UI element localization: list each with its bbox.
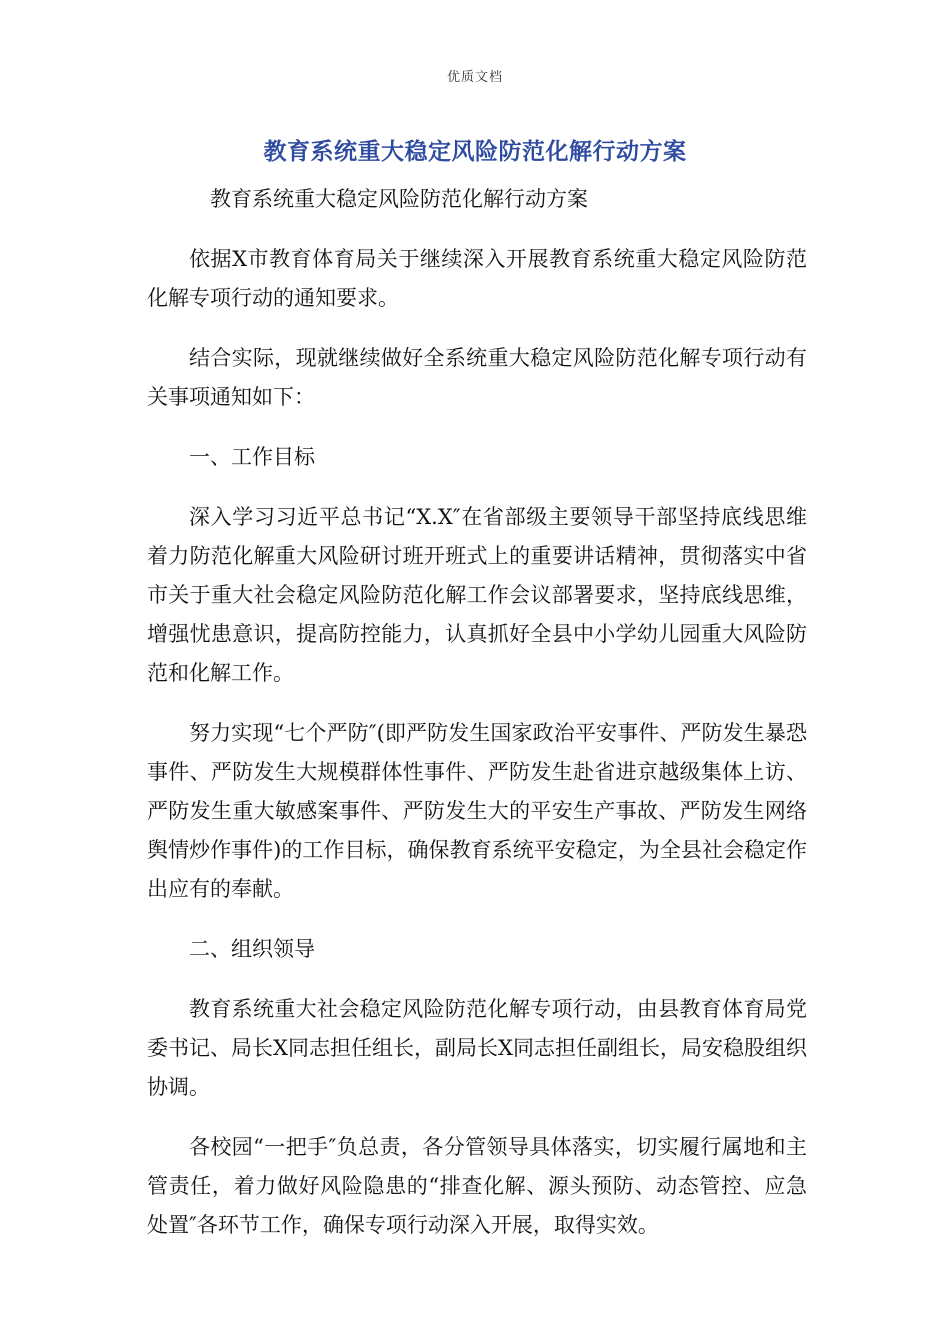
document-title: 教育系统重大稳定风险防范化解行动方案 (263, 139, 687, 165)
paragraph-basis: 依据X市教育体育局关于继续深入开展教育系统重大稳定风险防范化解专项行动的通知要求。 (147, 247, 807, 310)
paragraph-notice: 结合实际，现就继续做好全系统重大稳定风险防范化解专项行动有关事项通知如下： (147, 346, 807, 409)
paragraph-leadership-team: 教育系统重大社会稳定风险防范化解专项行动，由县教育体育局党委书记、局长X同志担任组长，副局长X同志担任副组长，局安稳股组织协调。 (147, 997, 807, 1099)
paragraph-goals-seven-prevent: 努力实现“七个严防″(即严防发生国家政治平安事件、严防发生暴恐事件、严防发生大规模群体性事件、严防发生赴省进京越级集体上访、严防发生重大敏感案事件、严防发生大的平安生产事故、严防发生网络舆情炒作事件)的工作目标，确保教育系统平安稳定，为全县社会稳定作出应有的奉献。 (147, 721, 807, 901)
document-subtitle: 教育系统重大稳定风险防范化解行动方案 (210, 187, 588, 211)
header-watermark-text: 优质文档 (446, 70, 503, 85)
document-body (147, 180, 807, 1266)
paragraph-leadership-responsibility: 各校园“一把手″负总责，各分管领导具体落实，切实履行属地和主管责任，着力做好风险隐患的“排查化解、源头预防、动态管控、应急处置″各环节工作，确保专项行动深入开展，取得实效。 (147, 1135, 807, 1237)
paragraph-goals-study: 深入学习习近平总书记“X.X″在省部级主要领导干部坚持底线思维着力防范化解重大风险研讨班开班式上的重要讲话精神，贯彻落实中省市关于重大社会稳定风险防范化解工作会议部署要求，坚持底线思维，增强忧患意识，提高防控能力，认真抓好全县中小学幼儿园重大风险防范和化解工作。 (147, 505, 807, 685)
section-heading-leadership: 二、组织领导 (189, 937, 315, 961)
section-heading-goals: 一、工作目标 (189, 445, 315, 469)
